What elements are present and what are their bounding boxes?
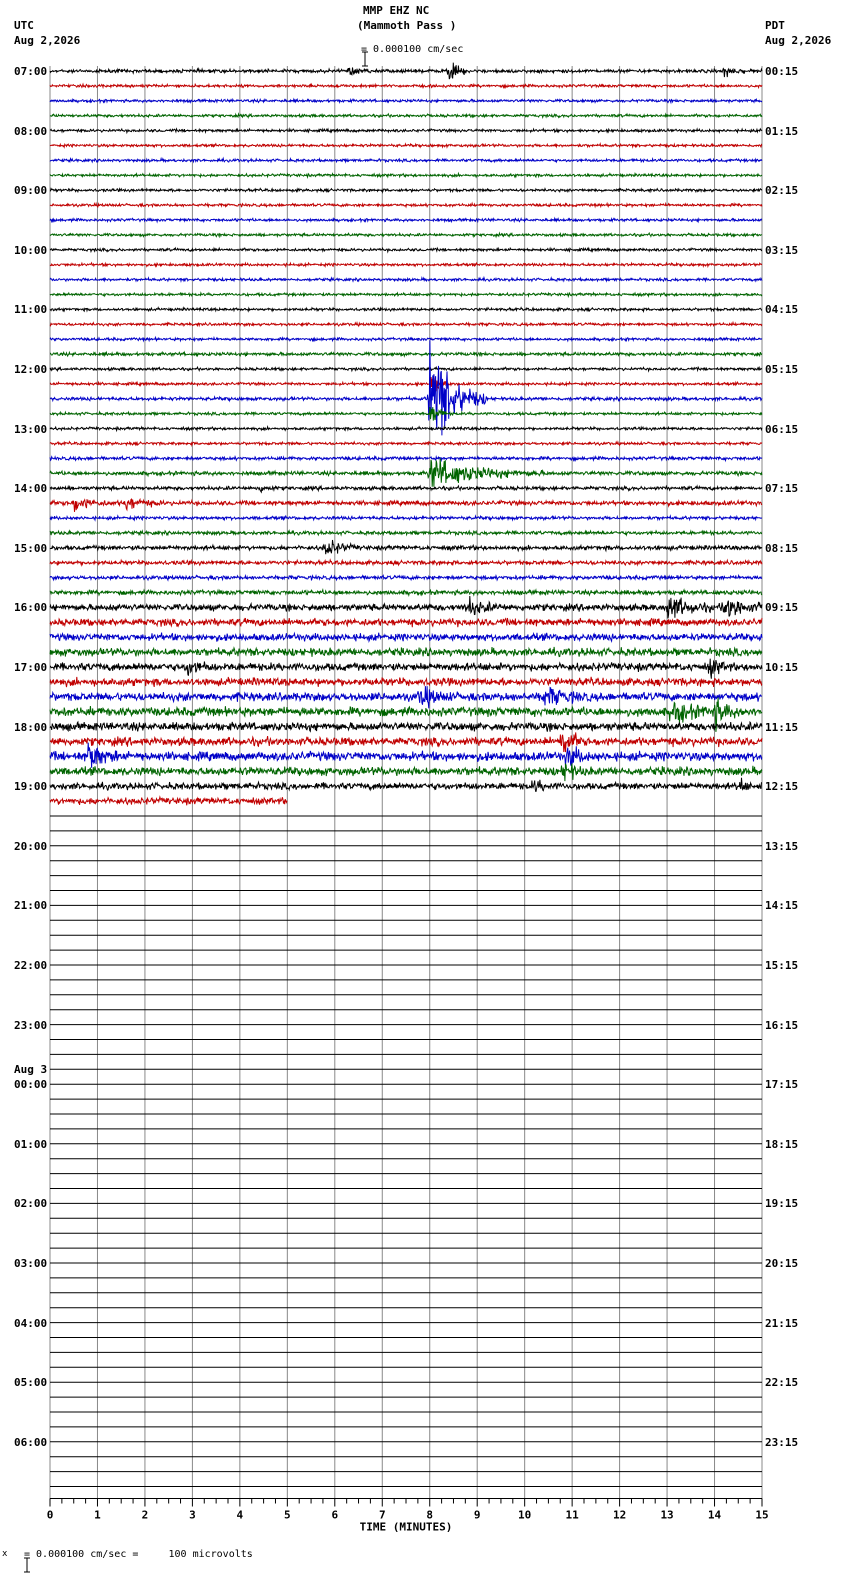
utc-hour-label: 07:00 (14, 65, 48, 78)
pdt-hour-label: 01:15 (765, 124, 799, 138)
x-tick-label: 3 (189, 1508, 196, 1522)
x-tick-label: 2 (141, 1508, 149, 1522)
left-timezone: UTC (14, 19, 34, 32)
seismic-trace (50, 159, 762, 163)
pdt-hour-label: 08:15 (765, 541, 799, 555)
station-title: MMP EHZ NC (363, 4, 430, 17)
x-axis (47, 1499, 769, 1534)
seismic-trace (50, 499, 762, 512)
pdt-hour-label: 10:15 (765, 661, 799, 674)
x-tick-label: 13 (660, 1508, 674, 1522)
seismic-trace (50, 677, 762, 687)
utc-hour-label: 16:00 (14, 601, 48, 615)
utc-hour-label: 17:00 (14, 661, 48, 674)
utc-hour-label: 03:00 (14, 1257, 48, 1270)
utc-hour-label: 14:00 (14, 482, 48, 496)
pdt-hour-label: 05:15 (765, 363, 799, 376)
utc-hour-label: 02:00 (14, 1197, 48, 1211)
date-change-label: Aug 3 (14, 1063, 48, 1077)
x-tick-label: 4 (236, 1508, 244, 1522)
utc-hour-label: 22:00 (14, 959, 48, 972)
seismic-trace (50, 323, 762, 327)
pdt-hour-label: 09:15 (765, 601, 799, 615)
seismic-trace (50, 618, 762, 627)
seismic-trace (50, 293, 762, 297)
x-tick-label: 7 (378, 1508, 386, 1522)
x-tick-label: 14 (707, 1508, 722, 1522)
seismic-trace (50, 352, 762, 356)
x-tick-label: 6 (331, 1508, 339, 1522)
seismic-trace (50, 278, 762, 282)
pdt-hour-label: 17:15 (765, 1078, 799, 1092)
seismic-trace (50, 458, 762, 486)
pdt-hour-label: 13:15 (765, 839, 799, 853)
seismic-trace (50, 778, 762, 792)
pdt-hour-label: 11:15 (765, 720, 799, 734)
seismic-trace (50, 633, 762, 642)
seismic-trace (50, 560, 762, 565)
seismic-trace (50, 732, 762, 752)
pdt-hour-label: 15:15 (765, 959, 799, 972)
utc-hour-label: 13:00 (14, 422, 48, 436)
utc-hour-label: 06:00 (14, 1435, 48, 1449)
pdt-hour-label: 00:15 (765, 65, 799, 78)
x-tick-label: 5 (284, 1508, 291, 1522)
seismic-trace (50, 174, 762, 178)
seismic-trace (50, 338, 762, 341)
seismic-trace (50, 129, 762, 133)
station-location: (Mammoth Pass ) (357, 19, 457, 32)
pdt-hour-label: 12:15 (765, 780, 799, 794)
utc-hour-label: 05:00 (14, 1376, 48, 1390)
pdt-hour-label: 04:15 (765, 303, 799, 317)
utc-hour-label: 01:00 (14, 1137, 48, 1151)
seismic-trace (50, 144, 762, 147)
seismic-trace (50, 743, 762, 768)
pdt-hour-label: 14:15 (765, 899, 799, 913)
utc-hour-label: 21:00 (14, 899, 48, 913)
footer-corner-mark: x (2, 1549, 8, 1559)
seismic-trace (50, 367, 762, 371)
x-tick-label: 1 (94, 1508, 101, 1522)
pdt-hour-label: 16:15 (765, 1018, 799, 1032)
seismic-trace (50, 308, 762, 312)
pdt-hour-label: 03:15 (765, 243, 799, 257)
seismic-trace (50, 797, 287, 805)
utc-hour-label: 15:00 (14, 541, 48, 555)
pdt-hour-label: 20:15 (765, 1257, 799, 1270)
seismic-trace (50, 84, 762, 87)
seismic-trace (50, 516, 762, 520)
left-date: Aug 2,2026 (14, 34, 81, 47)
right-timezone: PDT (765, 19, 785, 32)
seismic-trace (50, 248, 762, 252)
right-date: Aug 2,2026 (765, 34, 832, 47)
seismic-trace (50, 427, 762, 431)
pdt-hour-label: 18:15 (765, 1137, 799, 1151)
seismic-trace (50, 596, 762, 618)
pdt-hour-label: 21:15 (765, 1316, 799, 1330)
utc-hour-label: 19:00 (14, 780, 48, 794)
x-tick-label: 15 (755, 1508, 769, 1522)
x-axis-title: TIME (MINUTES) (359, 1520, 453, 1534)
utc-hour-label: 11:00 (14, 303, 48, 317)
pdt-hour-label: 22:15 (765, 1376, 799, 1390)
x-tick-label: 0 (46, 1508, 54, 1522)
seismic-trace (50, 263, 762, 267)
utc-hour-label: 12:00 (14, 363, 48, 376)
seismic-trace (50, 575, 762, 580)
utc-hour-label: 20:00 (14, 839, 48, 853)
seismic-trace (50, 540, 762, 554)
scale-label: = 0.000100 cm/sec (361, 44, 464, 55)
utc-hour-label: 23:00 (14, 1018, 48, 1032)
seismic-trace (50, 442, 762, 446)
seismic-trace (50, 99, 762, 102)
seismic-trace (50, 722, 762, 732)
x-tick-label: 9 (473, 1508, 481, 1522)
utc-hour-label: 08:00 (14, 124, 48, 138)
x-tick-label: 12 (612, 1508, 627, 1522)
seismic-trace (50, 647, 762, 657)
x-tick-label: 11 (565, 1508, 579, 1522)
utc-hour-label: 04:00 (14, 1316, 48, 1330)
pdt-hour-label: 07:15 (765, 482, 799, 496)
utc-hour-label: 09:00 (14, 184, 48, 198)
chart-grid (50, 66, 762, 1499)
seismic-trace (50, 659, 762, 679)
utc-hour-label: 10:00 (14, 243, 48, 257)
seismic-trace (50, 531, 762, 536)
trace-group (50, 63, 762, 806)
footer-scale-note: = 0.000100 cm/sec = 100 microvolts (24, 1549, 253, 1560)
seismic-trace (50, 486, 762, 492)
seismic-trace (50, 407, 762, 421)
utc-hour-label: 00:00 (14, 1078, 48, 1092)
utc-hour-label: 18:00 (14, 720, 48, 734)
seismic-trace (50, 233, 762, 237)
pdt-hour-label: 23:15 (765, 1435, 799, 1449)
pdt-hour-label: 06:15 (765, 422, 799, 436)
seismic-trace (50, 218, 762, 221)
seismic-trace (50, 203, 762, 207)
seismic-trace (50, 114, 762, 118)
seismic-trace (50, 456, 762, 460)
seismic-trace (50, 686, 762, 708)
seismic-trace (50, 63, 762, 79)
seismic-trace (50, 590, 762, 595)
x-tick-label: 8 (426, 1508, 434, 1522)
seismic-trace (50, 375, 762, 395)
seismic-trace (50, 188, 762, 192)
x-tick-label: 10 (518, 1508, 532, 1522)
pdt-hour-label: 19:15 (765, 1197, 799, 1211)
pdt-hour-label: 02:15 (765, 184, 799, 198)
seismic-trace (50, 764, 762, 782)
